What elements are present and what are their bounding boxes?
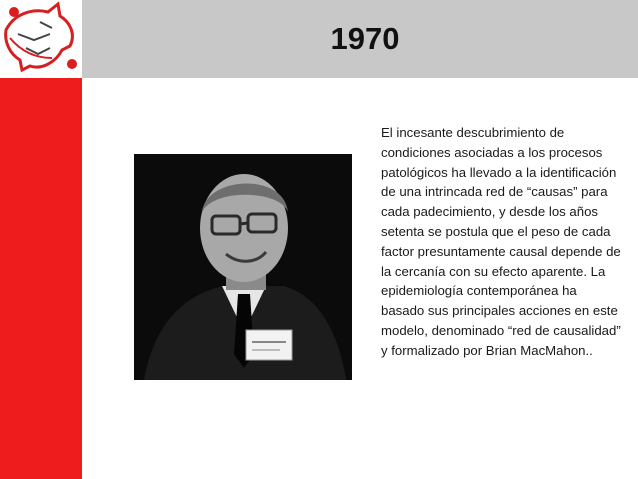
portrait-photo-icon: [134, 154, 352, 380]
logo: [0, 0, 82, 78]
slide-title-year: 1970: [330, 21, 400, 56]
portrait-photo: [134, 154, 352, 380]
slide-body-text: El incesante descubrimiento de condiciones asociadas a los procesos patológicos ha llevado a la identificación de una intrincada red de “causas” para cada padecimiento, y desde los años setenta se postula que el peso de cada factor presuntamente causal depende de la cercanía con su efecto aparente. La epidemiología contemporánea ha basado sus principales acciones en este modelo, denominado “red de causalidad” y formalizado por Brian MacMahon..: [381, 125, 621, 358]
title-band: [82, 0, 638, 78]
wolf-head-logo-icon: [0, 0, 82, 78]
